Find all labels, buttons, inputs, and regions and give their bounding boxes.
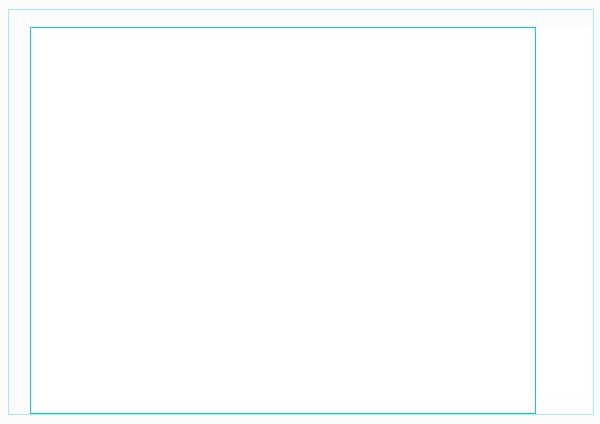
title-block [535,27,592,414]
spec-column-right [305,57,531,409]
spec-column-left [78,57,300,409]
